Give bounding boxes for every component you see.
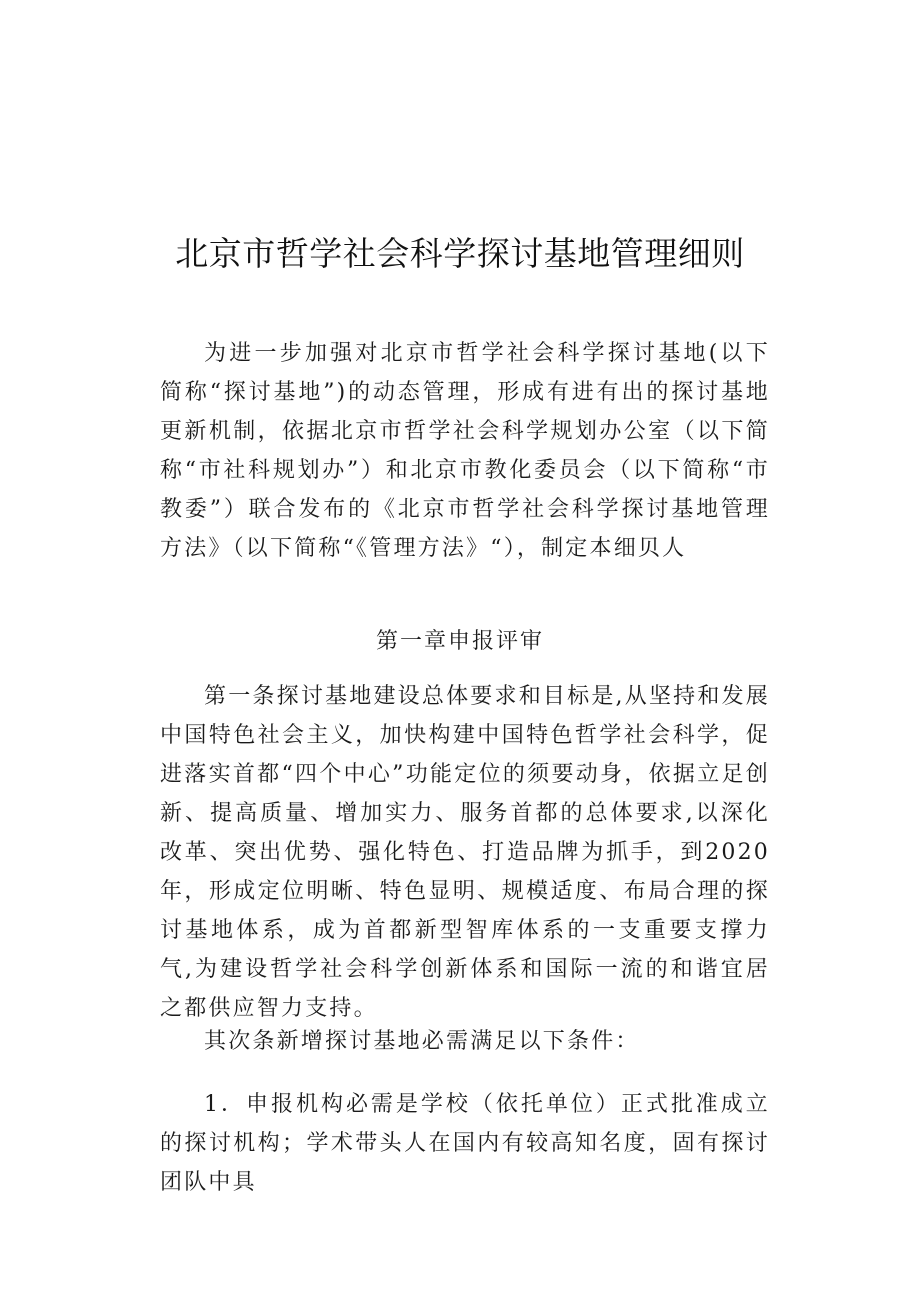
article-1-paragraph: 第一条探讨基地建设总体要求和目标是,从坚持和发展中国特色社会主义，加快构建中国特色哲学社会科学，促进落实首都“四个中心”功能定位的须要动身，依据立足创新、提高质量、增加实力、服务首都的总体要求,以深化改革、突出优势、强化特色、打造品牌为抓手，到2020年，形成定位明晰、特色显明、规模适度、布局合理的探讨基地体系，成为首都新型智库体系的一支重要支撑力气,为建设哲学社会科学创新体系和国际一流的和谐宜居之都供应智力支持。 bbox=[160, 684, 770, 1021]
intro-paragraph: 为进一步加强对北京市哲学社会科学探讨基地(以下简称“探讨基地”)的动态管理，形成有进有出的探讨基地更新机制，依据北京市哲学社会科学规划办公室（以下简称“市社科规划办”）和北京市教化委员会（以下简称“市教委”）联合发布的《北京市哲学社会科学探讨基地管理方法》（以下简称“《管理方法》“），制定本细贝人 bbox=[160, 341, 770, 561]
item-1-paragraph: 1．申报机构必需是学校（依托单位）正式批准成立的探讨机构；学术带头人在国内有较高知名度，固有探讨团队中具 bbox=[160, 1092, 770, 1195]
article-2-paragraph: 其次条新增探讨基地必需满足以下条件： bbox=[204, 1029, 640, 1054]
chapter-heading: 第一章申报评审 bbox=[375, 629, 544, 654]
document-title: 北京市哲学社会科学探讨基地管理细则 bbox=[175, 234, 745, 273]
